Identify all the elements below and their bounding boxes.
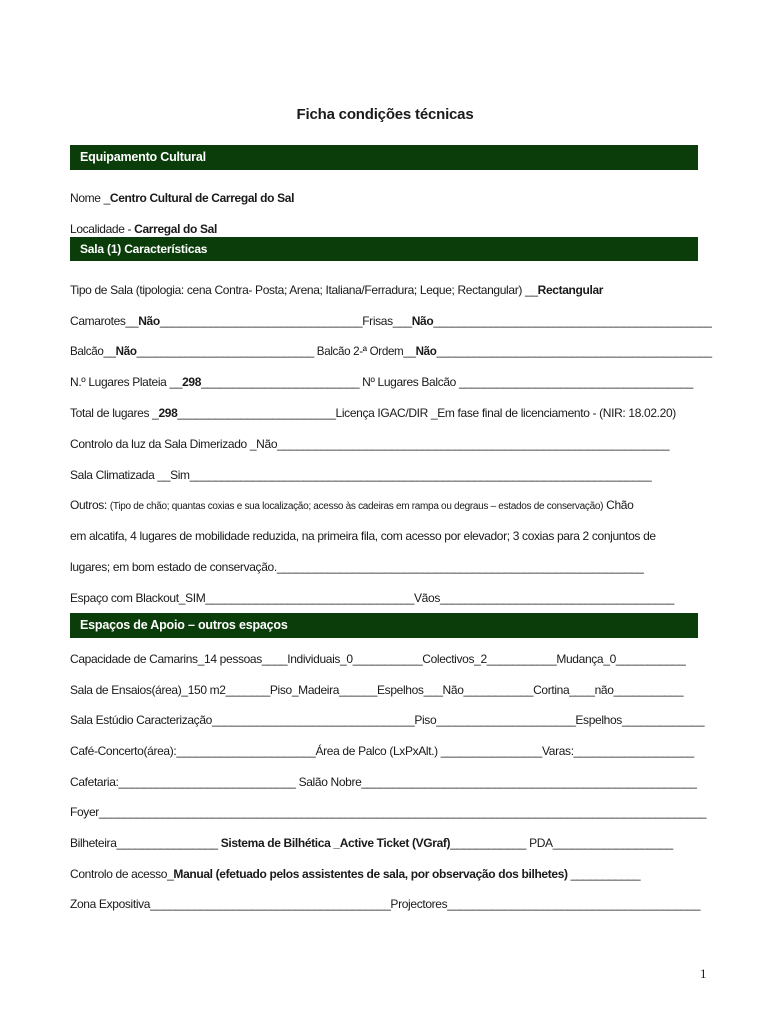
field-value: Não — [415, 344, 437, 358]
field-camarotes — [70, 313, 712, 329]
field-ensaios: Sala de Ensaios(área)_150 m2_______Piso_Madeira______Espelhos___Não___________Cortina____não___________ — [70, 683, 684, 697]
field-label: Total de lugares _ — [70, 406, 159, 420]
field-label: Controlo de acesso_ — [70, 867, 174, 881]
field-label: Balcão 2-ª Ordem__ — [316, 344, 416, 358]
field-label: N.º Lugares Plateia __ — [70, 375, 183, 389]
field-label: Licença IGAC/DIR _Em fase final de licenciamento - (NIR: 18.02.20) — [335, 406, 676, 420]
field-value: Rectangular — [537, 283, 604, 297]
field-blackout: Espaço com Blackout_SIM_________________________________Vãos_____________________________________ — [70, 591, 674, 605]
field-label: Tipo de Sala (tipologia: cena Contra- Posta; Arena; Italiana/Ferradura; Leque; Rectangular) __ — [70, 283, 538, 297]
field-blank: _________________________ — [177, 406, 336, 420]
field-value: 298 — [158, 406, 178, 420]
field-outros — [70, 497, 633, 515]
field-balcao — [70, 343, 712, 359]
field-label: Nº Lugares Balcão — [362, 375, 459, 389]
field-cafetaria: Cafetaria:____________________________ Salão Nobre_____________________________________________________ — [70, 775, 697, 789]
field-camarins: Capacidade de Camarins_14 pessoas____Individuais_0___________Colectivos_2___________Mudança_0___________ — [70, 652, 686, 666]
field-value: Manual (efetuado pelos assistentes de sala, por observação dos bilhetes) — [173, 867, 568, 881]
field-total-lugares — [70, 405, 676, 421]
section-header-equipamento: Equipamento Cultural — [70, 145, 698, 170]
field-label: Nome _ — [70, 191, 110, 205]
field-value: Chão — [603, 498, 634, 512]
field-lugares-plateia — [70, 374, 693, 390]
field-value: Não — [138, 314, 160, 328]
field-estudio: Sala Estúdio Caracterização________________________________Piso______________________Espelhos_____________ — [70, 713, 705, 727]
field-label: Outros: — [70, 498, 110, 512]
field-nome — [70, 190, 294, 206]
field-blank: _________________________ — [201, 375, 363, 389]
field-foyer: Foyer________________________________________________________________________________________________ — [70, 805, 707, 819]
field-value: Não — [411, 314, 434, 328]
field-note: (Tipo de chão; quantas coxias e sua localização; acesso às cadeiras em rampa ou degraus – estados de conservação) — [109, 501, 604, 512]
field-value: Sistema de Bilhética _Active Ticket (VGraf) — [220, 836, 451, 850]
field-value: Centro Cultural de Carregal do Sal — [109, 191, 295, 205]
field-value: 298 — [182, 375, 202, 389]
field-cafe-concerto: Café-Concerto(área):______________________Área de Palco (LxPxAlt.) ________________Varas:___________________ — [70, 744, 694, 758]
page-number: 1 — [700, 966, 707, 981]
field-zona-expositiva: Zona Expositiva______________________________________Projectores________________________________________ — [70, 897, 701, 911]
page-title: Ficha condições técnicas — [296, 106, 474, 123]
field-blank: _____________________________________ — [458, 375, 693, 389]
field-controlo-luz: Controlo da luz da Sala Dimerizado _Não______________________________________________________________ — [70, 437, 670, 451]
field-label: Frisas___ — [362, 314, 412, 328]
field-blank: ________________________________ — [159, 314, 363, 328]
field-blank: ____________ PDA___________________ — [450, 836, 673, 850]
field-blank: _____________________________________________ — [436, 344, 712, 358]
field-value: Não — [115, 344, 137, 358]
field-blank: _____________________________ — [136, 344, 317, 358]
field-tipo-sala — [70, 282, 603, 298]
field-value: Carregal do Sal — [134, 222, 217, 236]
field-outros-line2: em alcatifa, 4 lugares de mobilidade reduzida, na primeira fila, com acesso por elevador; 3 coxias para 2 conjuntos de — [70, 529, 656, 543]
field-label: Localidade - — [70, 222, 135, 236]
field-label: Camarotes__ — [70, 314, 139, 328]
field-climatizada: Sala Climatizada __Sim_________________________________________________________________________ — [70, 468, 652, 482]
field-outros-line3: lugares; em bom estado de conservação.__________________________________________________________ — [70, 560, 644, 574]
field-blank: ___________ — [567, 867, 641, 881]
field-controlo-acesso — [70, 866, 640, 882]
field-bilheteira — [70, 835, 673, 851]
field-label: Bilheteira________________ — [70, 836, 221, 850]
field-localidade — [70, 221, 217, 237]
section-header-apoio: Espaços de Apoio – outros espaços — [70, 613, 698, 638]
field-label: Balcão__ — [70, 344, 116, 358]
field-blank: ____________________________________________ — [433, 314, 712, 328]
section-header-sala: Sala (1) Características — [70, 237, 698, 261]
